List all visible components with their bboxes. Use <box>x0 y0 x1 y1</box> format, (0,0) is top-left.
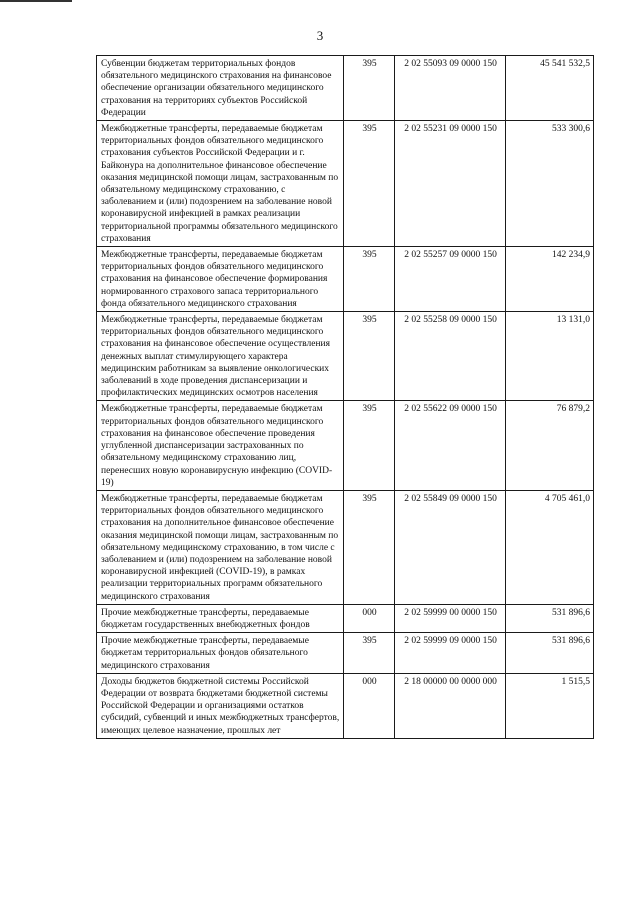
page-number: 3 <box>316 28 324 43</box>
header-rule <box>0 0 72 2</box>
row-description: Прочие межбюджетные трансферты, передаваемые бюджетам государственных внебюджетных фондов <box>97 604 344 632</box>
row-admin-code: 395 <box>344 121 395 247</box>
row-budget-code: 2 02 55622 09 0000 150 <box>395 401 506 490</box>
table-row <box>97 401 594 490</box>
row-budget-code: 2 02 55257 09 0000 150 <box>395 247 506 312</box>
row-description: Межбюджетные трансферты, передаваемые бюджетам территориальных фондов обязательного медицинского страхования субъектов Российской Федерации и г. Байконура на дополнительное финансовое обеспечение оказания медицинской помощи лицам, застрахованным по обязательному медицинскому страхованию, с заболеванием и (или) подозрением на заболевание новой коронавирусной инфекцией в рамках реализации территориальной программы обязательного медицинского страхования <box>97 121 344 247</box>
row-budget-code: 2 02 55258 09 0000 150 <box>395 312 506 401</box>
row-description: Доходы бюджетов бюджетной системы Российской Федерации от возврата бюджетами бюджетной системы Российской Федерации и организациями остатков субсидий, субвенций и иных межбюджетных трансфертов, имеющих целевое назначение, прошлых лет <box>97 673 344 738</box>
table-row <box>97 490 594 604</box>
row-amount: 531 896,6 <box>506 604 594 632</box>
row-amount: 13 131,0 <box>506 312 594 401</box>
table-row <box>97 121 594 247</box>
row-amount: 1 515,5 <box>506 673 594 738</box>
row-admin-code: 395 <box>344 490 395 604</box>
row-admin-code: 000 <box>344 604 395 632</box>
row-budget-code: 2 18 00000 00 0000 000 <box>395 673 506 738</box>
row-amount: 45 541 532,5 <box>506 56 594 121</box>
row-admin-code: 395 <box>344 633 395 674</box>
table-row <box>97 673 594 738</box>
row-admin-code: 395 <box>344 312 395 401</box>
row-budget-code: 2 02 59999 09 0000 150 <box>395 633 506 674</box>
row-description: Межбюджетные трансферты, передаваемые бюджетам территориальных фондов обязательного медицинского страхования на финансовое обеспечение проведения углубленной диспансеризации застрахованных по обязательному медицинскому страхованию лиц, перенесших новую коронавирусную инфекцию (COVID-19) <box>97 401 344 490</box>
table-row <box>97 247 594 312</box>
row-admin-code: 395 <box>344 401 395 490</box>
table-row <box>97 56 594 121</box>
row-admin-code: 395 <box>344 247 395 312</box>
row-budget-code: 2 02 55093 09 0000 150 <box>395 56 506 121</box>
row-budget-code: 2 02 59999 00 0000 150 <box>395 604 506 632</box>
row-admin-code: 395 <box>344 56 395 121</box>
row-amount: 76 879,2 <box>506 401 594 490</box>
row-description: Межбюджетные трансферты, передаваемые бюджетам территориальных фондов обязательного медицинского страхования на дополнительное финансовое обеспечение оказания медицинской помощи лицам, застрахованным по обязательному медицинскому страхованию, в том числе с заболеванием и (или) подозрением на заболевание новой коронавирусной инфекцией (COVID-19), в рамках реализации территориальных программ обязательного медицинского страхования <box>97 490 344 604</box>
revenue-table <box>96 55 594 739</box>
row-admin-code: 000 <box>344 673 395 738</box>
row-budget-code: 2 02 55849 09 0000 150 <box>395 490 506 604</box>
table-row <box>97 312 594 401</box>
row-amount: 531 896,6 <box>506 633 594 674</box>
row-description: Прочие межбюджетные трансферты, передаваемые бюджетам территориальных фондов обязательного медицинского страхования <box>97 633 344 674</box>
row-amount: 4 705 461,0 <box>506 490 594 604</box>
row-description: Межбюджетные трансферты, передаваемые бюджетам территориальных фондов обязательного медицинского страхования на финансовое обеспечение осуществления денежных выплат стимулирующего характера медицинским работникам за выявление онкологических заболеваний в ходе проведения диспансеризации и профилактических медицинских осмотров населения <box>97 312 344 401</box>
row-amount: 142 234,9 <box>506 247 594 312</box>
row-description: Субвенции бюджетам территориальных фондов обязательного медицинского страхования на финансовое обеспечение организации обязательного медицинского страхования на территориях субъектов Российской Федерации <box>97 56 344 121</box>
row-amount: 533 300,6 <box>506 121 594 247</box>
table-row <box>97 633 594 674</box>
table-row <box>97 604 594 632</box>
row-description: Межбюджетные трансферты, передаваемые бюджетам территориальных фондов обязательного медицинского страхования на финансовое обеспечение формирования нормированного страхового запаса территориального фонда обязательного медицинского страхования <box>97 247 344 312</box>
row-budget-code: 2 02 55231 09 0000 150 <box>395 121 506 247</box>
